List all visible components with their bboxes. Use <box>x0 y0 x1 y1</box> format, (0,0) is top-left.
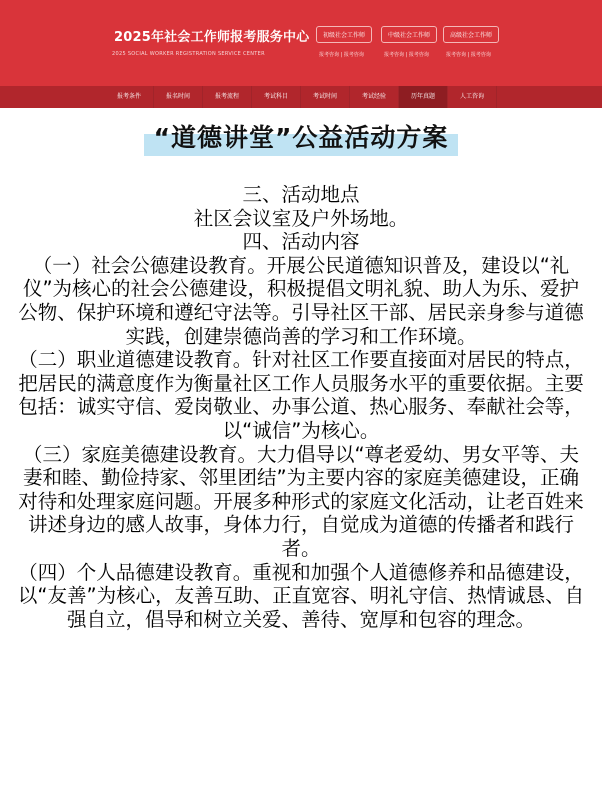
paragraph: 社区会议室及户外场地。 <box>193 206 409 230</box>
paragraph: （二）职业道德建设教育。针对社区工作要直接面对居民的特点，把居民的满意度作为衡量社区工作人员服务水平的重要依据。主要包括：诚实守信、爱岗敬业、办事公道、热心服务、奉献社会等，以“诚信”为核心。 <box>18 348 584 442</box>
site-header <box>0 0 602 86</box>
title-wrap <box>0 116 602 156</box>
senior-social-worker-button[interactable]: 高级社会工作师 <box>443 26 499 43</box>
paragraph: （四）个人品德建设教育。重视和加强个人道德修养和品德建设，以“友善”为核心，友善互助、正直宽容、明礼守信、热情诚恳、自强自立，倡导和树立关爱、善待、宽厚和包容的理念。 <box>17 560 585 631</box>
nav-item-subjects[interactable]: 考试科目 <box>252 86 301 108</box>
nav-item-human-consult[interactable]: 人工咨询 <box>448 86 497 108</box>
main-nav <box>0 86 602 108</box>
section-heading: 三、活动地点 <box>242 183 360 206</box>
document-title: “道德讲堂”公益活动方案 <box>144 116 459 156</box>
junior-consult-links[interactable]: 报考咨询 | 报考咨询 <box>319 52 364 58</box>
site-title[interactable]: 2025年社会工作师报考服务中心 <box>114 30 310 45</box>
nav-item-exam-time[interactable]: 考试时间 <box>301 86 350 108</box>
document-body <box>16 183 586 631</box>
junior-social-worker-button[interactable]: 初级社会工作师 <box>316 26 372 43</box>
nav-item-registration-time[interactable]: 报名时间 <box>154 86 203 108</box>
paragraph: （一）社会公德建设教育。开展公民道德知识普及，建设以“礼仪”为核心的社会公德建设，积极提倡文明礼貌、助人为乐、爱护公物、保护环境和遵纪守法等。引导社区干部、居民亲身参与道德实践，创建崇德尚善的学习和工作环境。 <box>18 253 584 348</box>
site-subtitle: 2025 SOCIAL WORKER REGISTRATION SERVICE CENTER <box>112 51 265 57</box>
nav-item-past-papers[interactable]: 历年真题 <box>399 86 448 108</box>
nav-item-requirements[interactable]: 报考条件 <box>105 86 154 108</box>
senior-consult-links[interactable]: 报考咨询 | 报考咨询 <box>446 52 491 58</box>
intermediate-consult-links[interactable]: 报考咨询 | 报考咨询 <box>384 52 429 58</box>
nav-item-process[interactable]: 报考流程 <box>203 86 252 108</box>
section-heading: 四、活动内容 <box>242 230 360 254</box>
nav-item-experience[interactable]: 考试经验 <box>350 86 399 108</box>
paragraph: （三）家庭美德建设教育。大力倡导以“尊老爱幼、男女平等、夫妻和睦、勤俭持家、邻里团结”为主要内容的家庭美德建设，正确对待和处理家庭问题。开展多种形式的家庭文化活动，让老百姓来讲述身边的感人故事，身体力行，自觉成为道德的传播者和践行者。 <box>18 442 584 560</box>
intermediate-social-worker-button[interactable]: 中级社会工作师 <box>381 26 437 43</box>
